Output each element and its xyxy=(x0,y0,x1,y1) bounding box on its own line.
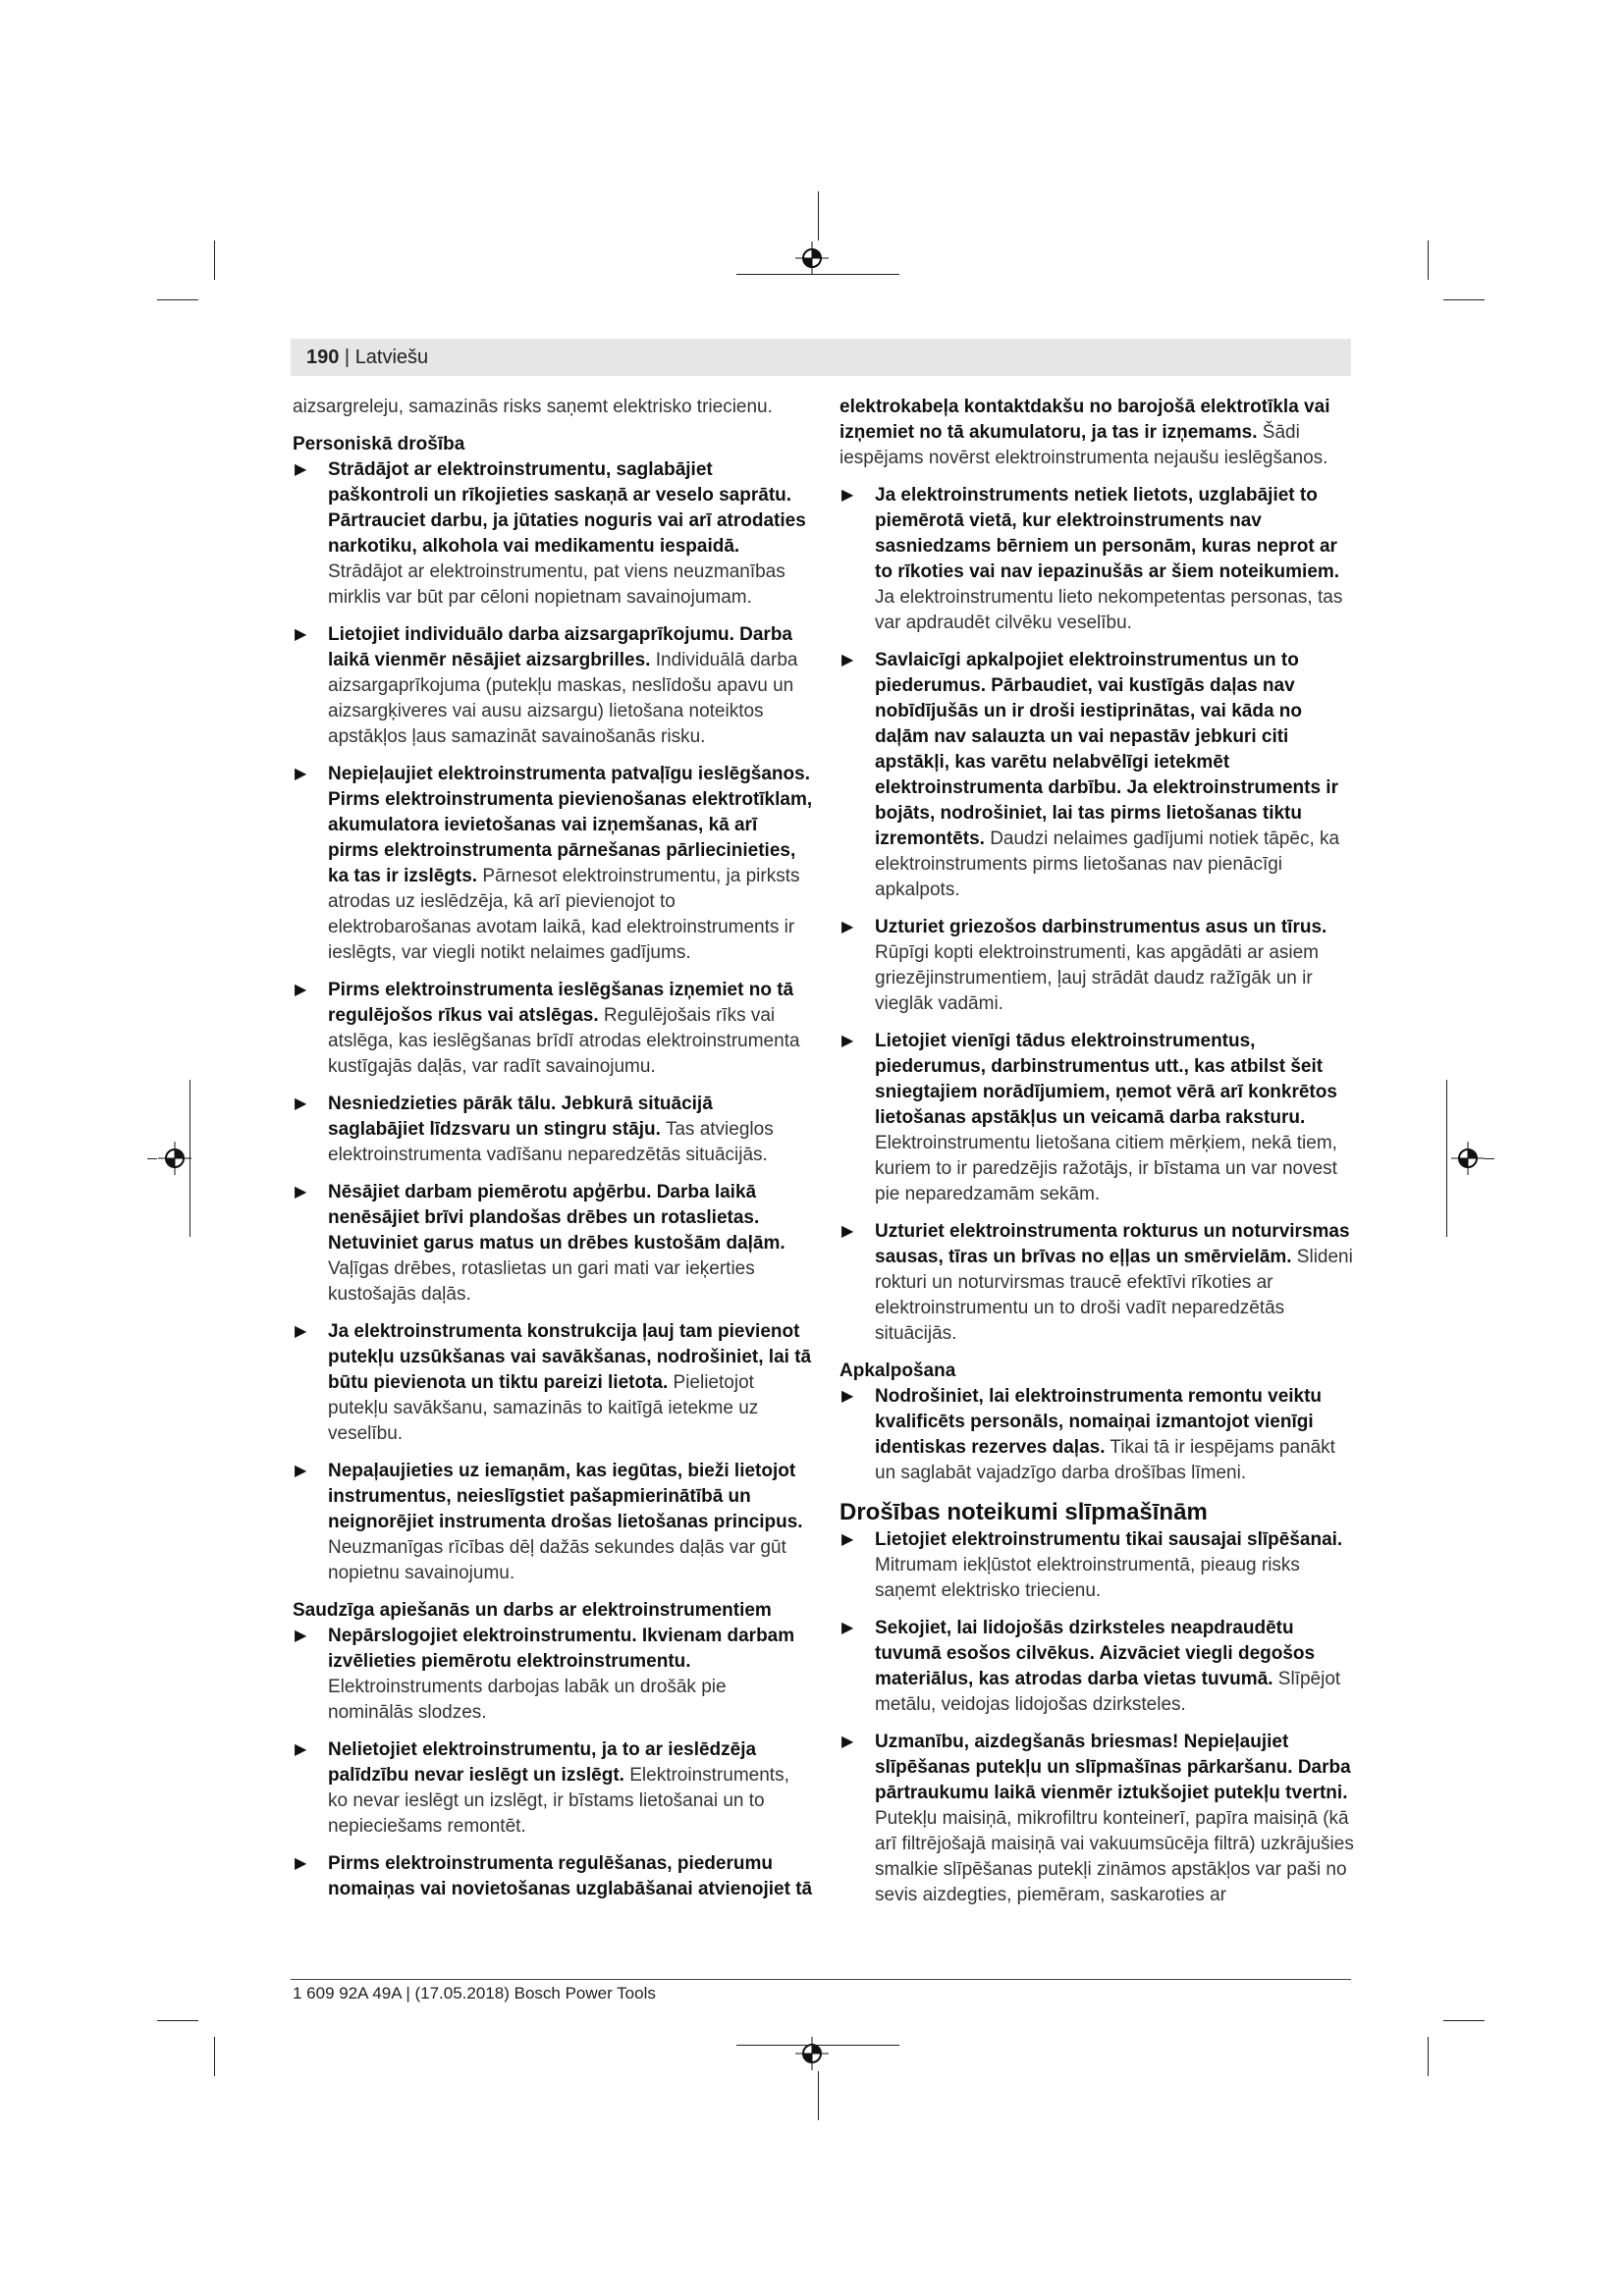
left-column xyxy=(293,395,813,1914)
section-heading-grinder-safety: Drošības noteikumi slīpmašīnām xyxy=(839,1499,1208,1525)
bullet-arrow-icon: ▶ xyxy=(295,766,307,782)
item-body: Elektroinstruments darbojas labāk un drošāk pie nominālās slodzes. xyxy=(328,1677,727,1723)
list-item xyxy=(293,1092,813,1168)
item-body: Putekļu maisiņā, mikrofiltru konteinerī, papīra maisiņā (kā arī filtrējošajā maisiņā vai vakuumsūcēja filtrā) uzkrājušies smalkie slīpēšanas putekļi zināmos apstākļos var paši no sevis aizdegties, piemēram, saskaroties ar xyxy=(875,1808,1354,1905)
crop-mark xyxy=(1443,299,1485,300)
bullet-arrow-icon: ▶ xyxy=(295,1628,307,1644)
bullet-arrow-icon: ▶ xyxy=(295,626,307,643)
crop-mark xyxy=(157,299,198,300)
list-item xyxy=(293,457,813,611)
item-lead: Nesniedzieties pārāk tālu. Jebkurā situācijā saglabājiet līdzsvaru un stingru stāju. xyxy=(328,1094,713,1140)
bullet-arrow-icon: ▶ xyxy=(841,1620,854,1636)
item-body: Neuzmanīgas rīcības dēļ dažās sekundes daļās var gūt nopietnu savainojumu. xyxy=(328,1537,786,1583)
header-separator: | xyxy=(339,347,355,368)
page-footer: 1 609 92A 49A | (17.05.2018) Bosch Power Tools xyxy=(293,1984,656,2002)
crop-mark xyxy=(736,274,899,275)
item-lead: Lietojiet elektroinstrumentu tikai sausajai slīpēšanai. xyxy=(875,1529,1343,1550)
item-lead: Lietojiet vienīgi tādus elektroinstrumentus, piederumus, darbinstrumentus utt., kas atbilst šeit sniegtajiem norādījumiem, ņemot vērā arī konkrētos lietošanas apstākļus un veicamā darba raksturu. xyxy=(875,1031,1337,1128)
crop-mark xyxy=(1446,1080,1447,1237)
item-lead: Nodrošiniet, lai elektroinstrumenta remontu veiktu kvalificēts personāls, nomaiņai izmantojot vienīgi identiskas rezerves daļas. xyxy=(875,1386,1323,1458)
item-lead: Uzmanību, aizdegšanās briesmas! Nepieļaujiet slīpēšanas putekļu un slīpmašīnas pārkaršanu. Darba pārtraukumu laikā vienmēr iztukšojiet putekļu tvertni. xyxy=(875,1732,1351,1803)
bullet-arrow-icon: ▶ xyxy=(841,487,854,504)
bullet-arrow-icon: ▶ xyxy=(295,1741,307,1758)
item-body: Regulējošais rīks vai atslēga, kas ieslēgšanas brīdī atrodas elektroinstrumenta kustīgajās daļās, var radīt savainojumu. xyxy=(328,1005,800,1077)
crop-mark xyxy=(1428,240,1429,280)
item-lead: elektrokabeļa kontaktdakšu no barojošā elektrotīkla vai izņemiet no tā akumulatoru, ja tas ir izņemams. xyxy=(839,397,1330,443)
crop-mark xyxy=(147,1158,157,1159)
crop-mark xyxy=(1428,2037,1429,2076)
bullet-arrow-icon: ▶ xyxy=(841,1388,854,1405)
item-lead: Nepārslogojiet elektroinstrumentu. Ikvienam darbam izvēlieties piemērotu elektroinstrumentu. xyxy=(328,1626,795,1672)
service-list xyxy=(839,1384,1360,1486)
list-item xyxy=(839,1616,1360,1718)
bullet-arrow-icon: ▶ xyxy=(841,1223,854,1240)
item-lead: Uzturiet elektroinstrumenta rokturus un noturvirsmas sausas, tīras un brīvas no eļļas un smērvielām. xyxy=(875,1221,1350,1267)
bullet-arrow-icon: ▶ xyxy=(295,461,307,478)
registration-mark-icon xyxy=(795,2037,829,2070)
item-body: Elektroinstruments, ko nevar ieslēgt un izslēgt, ir bīstams lietošanai un to nepieciešams remontēt. xyxy=(328,1765,789,1837)
item-body: Tas atvieglos elektroinstrumenta vadīšanu neparedzētās situācijās. xyxy=(328,1119,774,1165)
bullet-arrow-icon: ▶ xyxy=(841,1033,854,1049)
bullet-arrow-icon: ▶ xyxy=(841,652,854,668)
handling-continued-list xyxy=(839,483,1360,1347)
item-body: Rūpīgi kopti elektroinstrumenti, kas apgādāti ar asiem griezējinstrumentiem, ļauj strādāt daudz ražīgāk un ir vieglāk vadāmi. xyxy=(875,942,1320,1014)
item-lead: Nepaļaujieties uz iemaņām, kas iegūtas, bieži lietojot instrumentus, neieslīgstiet pašapmierinātībā un neignorējiet instrumenta drošas lietošanas principus. xyxy=(328,1461,803,1532)
item-body: Elektroinstrumentu lietošana citiem mērķiem, nekā tiem, kuriem to ir paredzējis ražotājs, ir bīstama un var novest pie neparedzamām sekām. xyxy=(875,1133,1337,1204)
item-body: Šādi iespējams novērst elektroinstrumenta nejaušu ieslēgšanos. xyxy=(839,422,1328,468)
item-lead: Ja elektroinstrumenta konstrukcija ļauj tam pievienot putekļu uzsūkšanas vai savākšanas, nodrošiniet, lai tā būtu pievienota un tiktu pareizi lietota. xyxy=(328,1321,812,1393)
list-item xyxy=(839,648,1360,903)
crop-mark xyxy=(189,1080,190,1237)
grinder-safety-list xyxy=(839,1527,1360,1908)
bullet-arrow-icon: ▶ xyxy=(841,1531,854,1548)
item-lead: Lietojiet individuālo darba aizsargaprīkojumu. Darba laikā vienmēr nēsājiet aizsargbrilles. xyxy=(328,624,792,670)
item-lead: Strādājot ar elektroinstrumentu, saglabājiet paškontroli un rīkojieties saskaņā ar veselo saprātu. Pārtrauciet darbu, ja jūtaties noguris vai arī atrodaties narkotiku, alkohola vai medikamentu iespaidā. xyxy=(328,459,806,557)
header-language: Latviešu xyxy=(354,347,429,368)
item-lead: Savlaicīgi apkalpojiet elektroinstrumentus un to piederumus. Pārbaudiet, vai kustīgās daļas nav nobīdījušās un ir droši iestiprinātas, vai kāda no daļām nav salauzta un vai nepastāv jebkuri citi apstākļi, kas varētu nelabvēlīgi ietekmēt elektroinstrumenta darbību. Ja elektroinstruments ir bojāts, nodrošiniet, lai tas pirms lietošanas tiktu izremontēts. xyxy=(875,650,1338,849)
item-body: Mitrumam iekļūstot elektroinstrumentā, pieaug risks saņemt elektrisko triecienu. xyxy=(875,1555,1300,1601)
section-heading-service: Apkalpošana xyxy=(839,1361,956,1381)
intro-paragraph: aizsargreleju, samazinās risks saņemt elektrisko triecienu. xyxy=(293,397,773,417)
item-body: Tikai tā ir iespējams panākt un saglabāt vajadzīgo darba drošības līmeni. xyxy=(875,1437,1335,1483)
right-column xyxy=(839,395,1360,1920)
item-body: Strādājot ar elektroinstrumentu, pat viens neuzmanības mirklis var būt par cēloni nopietnam savainojumam. xyxy=(328,561,785,608)
crop-mark xyxy=(1485,1158,1494,1159)
list-item xyxy=(293,1624,813,1726)
crop-mark xyxy=(214,240,215,280)
item-body: Individuālā darba aizsargaprīkojuma (putekļu maskas, neslīdošu apavu un aizsargķiveres vai ausu aizsargu) lietošana noteiktos apstākļos ļaus samazināt savainošanās risku. xyxy=(328,650,798,747)
list-item xyxy=(839,1730,1360,1908)
crop-mark xyxy=(736,2045,899,2046)
item-lead: Nēsājiet darbam piemērotu apģērbu. Darba laikā nenēsājiet brīvi plandošas drēbes un rotaslietas. Netuviniet garus matus un drēbes kustošām daļām. xyxy=(328,1182,785,1254)
list-item xyxy=(293,762,813,966)
crop-mark xyxy=(214,2037,215,2076)
personal-safety-list xyxy=(293,457,813,1586)
crop-mark xyxy=(818,2071,819,2120)
list-item xyxy=(839,1527,1360,1604)
list-item xyxy=(839,483,1360,636)
bullet-arrow-icon: ▶ xyxy=(295,1323,307,1340)
bullet-arrow-icon: ▶ xyxy=(295,1463,307,1479)
list-item xyxy=(293,1180,813,1308)
list-item xyxy=(293,978,813,1080)
section-heading-personal-safety: Personiskā drošība xyxy=(293,434,465,454)
list-item xyxy=(839,1029,1360,1207)
bullet-arrow-icon: ▶ xyxy=(841,919,854,935)
item-body: Pārnesot elektroinstrumentu, ja pirksts atrodas uz ieslēdzēja, kā arī pievienojot to elektrobarošanas avotam laikā, kad elektroinstruments ir ieslēgts, var viegli notikt nelaimes gadījums. xyxy=(328,866,800,963)
crop-mark xyxy=(157,2020,198,2021)
item-body: Vaļīgas drēbes, rotaslietas un gari mati var ieķerties kustošajās daļās. xyxy=(328,1258,755,1305)
item-body: Daudzi nelaimes gadījumi notiek tāpēc, ka elektroinstruments pirms lietošanas nav pienācīgi apkalpots. xyxy=(875,828,1340,900)
item-lead: Pirms elektroinstrumenta regulēšanas, piederumu nomaiņas vai novietošanas uzglabāšanai atvienojiet tā xyxy=(328,1853,813,1899)
continuation-paragraph xyxy=(839,395,1360,471)
bullet-arrow-icon: ▶ xyxy=(295,1855,307,1872)
list-item xyxy=(839,1219,1360,1347)
list-item xyxy=(293,1851,813,1902)
registration-mark-icon xyxy=(158,1142,191,1175)
list-item xyxy=(293,1459,813,1586)
registration-mark-icon xyxy=(795,241,829,275)
list-item xyxy=(839,1384,1360,1486)
page-number: 190 xyxy=(306,347,340,368)
careful-handling-list xyxy=(293,1624,813,1902)
item-body: Slīpējot metālu, veidojas lidojošas dzirksteles. xyxy=(875,1669,1341,1715)
footer-rule xyxy=(291,1979,1351,1980)
section-heading-careful-handling: Saudzīga apiešanās un darbs ar elektroinstrumentiem xyxy=(293,1600,772,1621)
bullet-arrow-icon: ▶ xyxy=(295,982,307,998)
item-body: Slideni rokturi un noturvirsmas traucē efektīvi rīkoties ar elektroinstrumentu un to droši vadīt neparedzētās situācijās. xyxy=(875,1247,1353,1344)
item-lead: Pirms elektroinstrumenta ieslēgšanas izņemiet no tā regulējošos rīkus vai atslēgas. xyxy=(328,980,794,1026)
list-item xyxy=(293,1319,813,1447)
crop-mark xyxy=(1443,2020,1485,2021)
registration-mark-icon xyxy=(1451,1142,1485,1175)
item-lead: Ja elektroinstruments netiek lietots, uzglabājiet to piemērotā vietā, kur elektroinstruments nav sasniedzams bērniem un personām, kuras neprot ar to rīkoties vai nav iepazinušās ar šiem noteikumiem. xyxy=(875,485,1340,582)
crop-mark xyxy=(818,191,819,240)
item-lead: Sekojiet, lai lidojošās dzirksteles neapdraudētu tuvumā esošos cilvēkus. Aizvāciet viegli degošos materiālus, kas atrodas darba vietas tuvumā. xyxy=(875,1618,1316,1689)
item-body: Ja elektroinstrumentu lieto nekompetentas personas, tas var apdraudēt cilvēku veselību. xyxy=(875,587,1343,633)
item-lead: Uzturiet griezošos darbinstrumentus asus un tīrus. xyxy=(875,917,1327,937)
bullet-arrow-icon: ▶ xyxy=(295,1184,307,1201)
item-body: Pielietojot putekļu savākšanu, samazinās to kaitīgā ietekme uz veselību. xyxy=(328,1372,759,1444)
item-lead: Nepieļaujiet elektroinstrumenta patvaļīgu ieslēgšanos. Pirms elektroinstrumenta pievienošanas elektrotīklam, akumulatora ievietošanas vai izņemšanas, kā arī pirms elektroinstrumenta pārnešanas pārliecinieties, ka tas ir izslēgts. xyxy=(328,764,813,886)
list-item xyxy=(293,622,813,750)
item-lead: Nelietojiet elektroinstrumentu, ja to ar ieslēdzēja palīdzību nevar ieslēgt un izslēgt. xyxy=(328,1739,757,1786)
page-header xyxy=(306,346,428,369)
list-item xyxy=(293,1737,813,1840)
bullet-arrow-icon: ▶ xyxy=(295,1095,307,1112)
list-item xyxy=(839,915,1360,1017)
bullet-arrow-icon: ▶ xyxy=(841,1734,854,1750)
page-header-band xyxy=(291,339,1351,376)
